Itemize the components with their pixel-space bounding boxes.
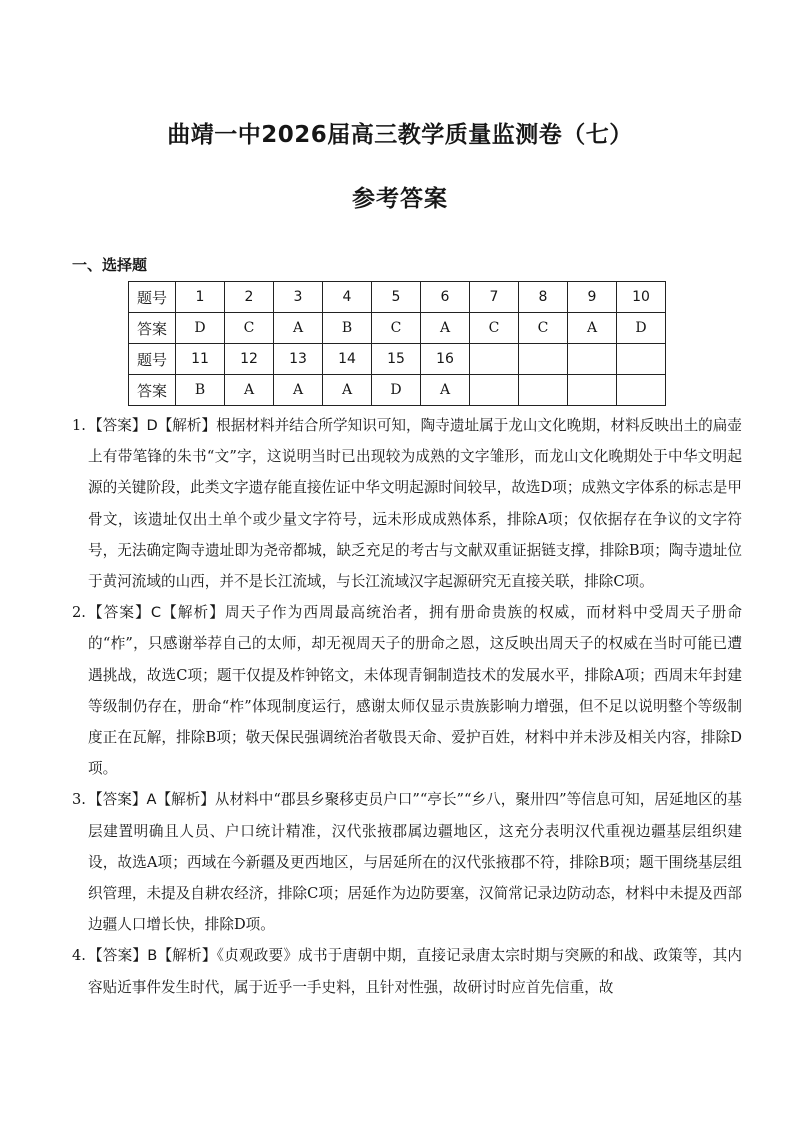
section-heading: 一、选择题 (72, 256, 148, 274)
analysis-tag: 【解析】 (161, 604, 225, 622)
answer-row (129, 313, 666, 344)
explanation-item (72, 940, 742, 1002)
answer-table (128, 281, 666, 406)
answer-cell (470, 375, 519, 406)
question-number-cell: 8 (519, 282, 568, 313)
question-number-cell: 6 (421, 282, 470, 313)
question-number-row (129, 344, 666, 375)
answer-cell: C (372, 313, 421, 344)
answer-cell: C (519, 313, 568, 344)
item-number: 2. (72, 604, 86, 622)
answer-cell: D (176, 313, 225, 344)
explanation-item (72, 410, 742, 597)
question-number-cell (617, 344, 666, 375)
item-number: 4. (72, 947, 86, 965)
answer-letter: A (146, 791, 157, 809)
explanation-item (72, 784, 742, 940)
answer-letter: B (147, 947, 158, 965)
question-number-cell: 1 (176, 282, 225, 313)
answer-tag: 【答案】 (88, 947, 148, 965)
question-number-cell: 2 (225, 282, 274, 313)
answer-cell: A (568, 313, 617, 344)
answer-tag: 【答案】 (88, 604, 151, 622)
answer-cell: A (274, 375, 323, 406)
answer-cell: A (421, 313, 470, 344)
question-number-cell: 10 (617, 282, 666, 313)
answer-cell: D (372, 375, 421, 406)
answer-cell: B (323, 313, 372, 344)
answer-tag: 【答案】 (88, 791, 147, 809)
answer-tag: 【答案】 (88, 417, 147, 434)
answer-cell: C (470, 313, 519, 344)
answer-letter: C (150, 604, 162, 622)
question-number-cell: 15 (372, 344, 421, 375)
question-number-cell: 16 (421, 344, 470, 375)
question-number-cell: 7 (470, 282, 519, 313)
answer-row (129, 375, 666, 406)
row-label-answer: 答案 (129, 313, 176, 344)
analysis-tag: 【解析】 (156, 791, 215, 809)
analysis-text: 从材料中“郡县乡聚移吏员户口”“亭长”“乡八，聚卅四”等信息可知，居延地区的基层建置明确且人员、户口统计精准，汉代张掖郡属边疆地区，这充分表明汉代重视边疆基层组织建设，故选A项；西域在今新疆及更西地区，与居延所在的汉代张掖郡不符，排除B项；题干围绕基层组织管理，未提及自耕农经济，排除C项；居延作为边防要塞，汉简常记录边防动态，材料中未提及西部边疆人口增长快，排除D项。 (88, 791, 742, 934)
question-number-cell: 5 (372, 282, 421, 313)
row-label-answer: 答案 (129, 375, 176, 406)
item-number: 1. (72, 417, 86, 434)
explanation-item (72, 597, 742, 784)
analysis-tag: 【解析】 (157, 417, 217, 434)
page-title: 曲靖一中2026届高三教学质量监测卷（七） (167, 122, 633, 148)
answer-cell (519, 375, 568, 406)
question-number-cell: 4 (323, 282, 372, 313)
answer-cell (568, 375, 617, 406)
question-number-cell (519, 344, 568, 375)
page-subtitle: 参考答案 (352, 186, 448, 212)
question-number-row (129, 282, 666, 313)
question-number-cell (568, 344, 617, 375)
question-number-cell: 11 (176, 344, 225, 375)
analysis-text: 《贞观政要》成书于唐朝中期，直接记录唐太宗时期与突厥的和战、政策等，其内容贴近事件发生时代，属于近乎一手史料，且针对性强，故研讨时应首先信重，故 (88, 947, 742, 996)
question-number-cell: 9 (568, 282, 617, 313)
answer-cell: D (617, 313, 666, 344)
answer-cell: A (323, 375, 372, 406)
answer-cell (617, 375, 666, 406)
question-number-cell: 14 (323, 344, 372, 375)
analysis-text: 根据材料并结合所学知识可知，陶寺遗址属于龙山文化晚期，材料反映出土的扁壶上有带笔锋的朱书“文”字，这说明当时已出现较为成熟的文字雏形，而龙山文化晚期处于中华文明起源的关键阶段，此类文字遗存能直接佐证中华文明起源时间较早，故选D项；成熟文字体系的标志是甲骨文，该遗址仅出土单个或少量文字符号，远未形成成熟体系，排除A项；仅依据存在争议的文字符号，无法确定陶寺遗址即为尧帝都城，缺乏充足的考古与文献双重证据链支撑，排除B项；陶寺遗址位于黄河流域的山西，并不是长江流域，与长江流域汉字起源研究无直接关联，排除C项。 (88, 417, 742, 591)
item-number: 3. (72, 791, 86, 809)
answer-cell: B (176, 375, 225, 406)
row-label-question: 题号 (129, 282, 176, 313)
answer-cell: A (225, 375, 274, 406)
answer-cell: A (274, 313, 323, 344)
question-number-cell: 3 (274, 282, 323, 313)
question-number-cell: 12 (225, 344, 274, 375)
explanations (72, 410, 742, 1003)
analysis-tag: 【解析】 (157, 947, 217, 965)
answer-cell: A (421, 375, 470, 406)
question-number-cell: 13 (274, 344, 323, 375)
question-number-cell (470, 344, 519, 375)
row-label-question: 题号 (129, 344, 176, 375)
analysis-text: 周天子作为西周最高统治者，拥有册命贵族的权威，而材料中受周天子册命的“柞”，只感谢举荐自己的太师，却无视周天子的册命之恩，这反映出周天子的权威在当时可能已遭遇挑战，故选C项；题干仅提及柞钟铭文，未体现青铜制造技术的发展水平，排除A项；西周末年封建等级制仍存在，册命“柞”体现制度运行，感谢太师仅显示贵族影响力增强，但不足以说明整个等级制度正在瓦解，排除B项；敬天保民强调统治者敬畏天命、爱护百姓，材料中并未涉及相关内容，排除D项。 (88, 604, 742, 778)
answer-cell: C (225, 313, 274, 344)
answer-letter: D (146, 417, 158, 434)
